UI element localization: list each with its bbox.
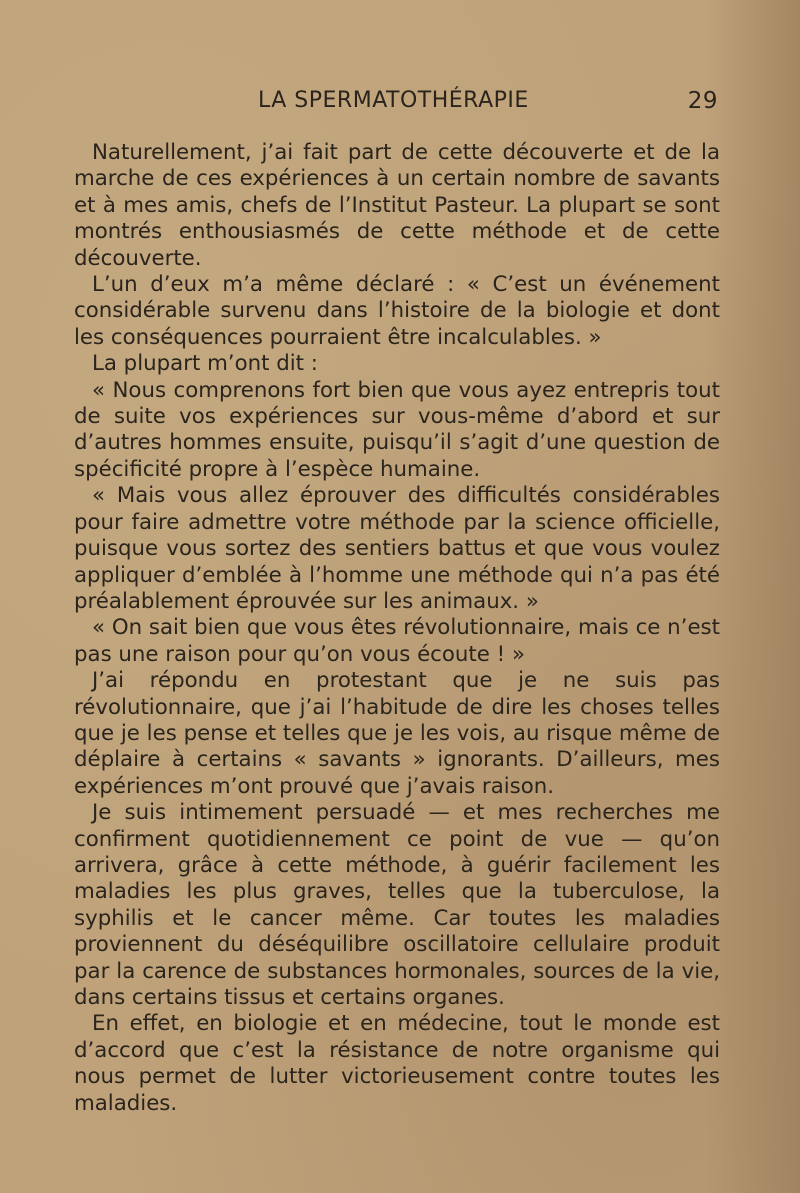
- paragraph: « On sait bien que vous êtes révolutionnaire, mais ce n’est pas une raison pour qu’on vous écoute ! »: [74, 615, 720, 667]
- body-text: [74, 140, 720, 1117]
- paragraph: « Mais vous allez éprouver des difficultés considérables pour faire admettre votre méthode par la science officielle, puisque vous sortez des sentiers battus et que vous voulez appliquer d’emblée à l’homme une méthode qui n’a pas été préalablement éprouvée sur les animaux. »: [74, 483, 720, 614]
- page-number: 29: [687, 88, 718, 114]
- paragraph: « Nous comprenons fort bien que vous ayez entrepris tout de suite vos expériences sur vous-même d’abord et sur d’autres hommes ensuite, puisqu’il s’agit d’une question de spécificité propre à l’espèce humaine.: [74, 377, 720, 482]
- paragraph: L’un d’eux m’a même déclaré : « C’est un événement considérable survenu dans l’histoire de la biologie et dont les conséquences pourraient être incalculables. »: [74, 272, 720, 350]
- paragraph: Je suis intimement persuadé — et mes recherches me confirment quotidiennement ce point de vue — qu’on arrivera, grâce à cette méthode, à guérir facilement les maladies les plus graves, telles que la tuberculose, la syphilis et le cancer même. Car toutes les maladies proviennent du déséquilibre oscillatoire cellulaire produit par la carence de substances hormonales, sources de la vie, dans certains tissus et certains organes.: [74, 800, 720, 1010]
- paragraph: Naturellement, j’ai fait part de cette découverte et de la marche de ces expériences à un certain nombre de savants et à mes amis, chefs de l’Institut Pasteur. La plupart se sont montrés enthousiasmés de cette méthode et de cette découverte.: [74, 140, 720, 271]
- paragraph: J’ai répondu en protestant que je ne suis pas révolutionnaire, que j’ai l’habitude de dire les choses telles que je les pense et telles que je les vois, au risque même de déplaire à certains « savants » ignorants. D’ailleurs, mes expériences m’ont prouvé que j’avais raison.: [74, 668, 720, 799]
- paragraph: En effet, en biologie et en médecine, tout le monde est d’accord que c’est la résistance de notre organisme qui nous permet de lutter victorieusement contre toutes les maladies.: [74, 1011, 720, 1116]
- running-head: [258, 88, 718, 122]
- running-title: LA SPERMATOTHÉRAPIE: [258, 88, 529, 113]
- paragraph: La plupart m’ont dit :: [92, 351, 318, 377]
